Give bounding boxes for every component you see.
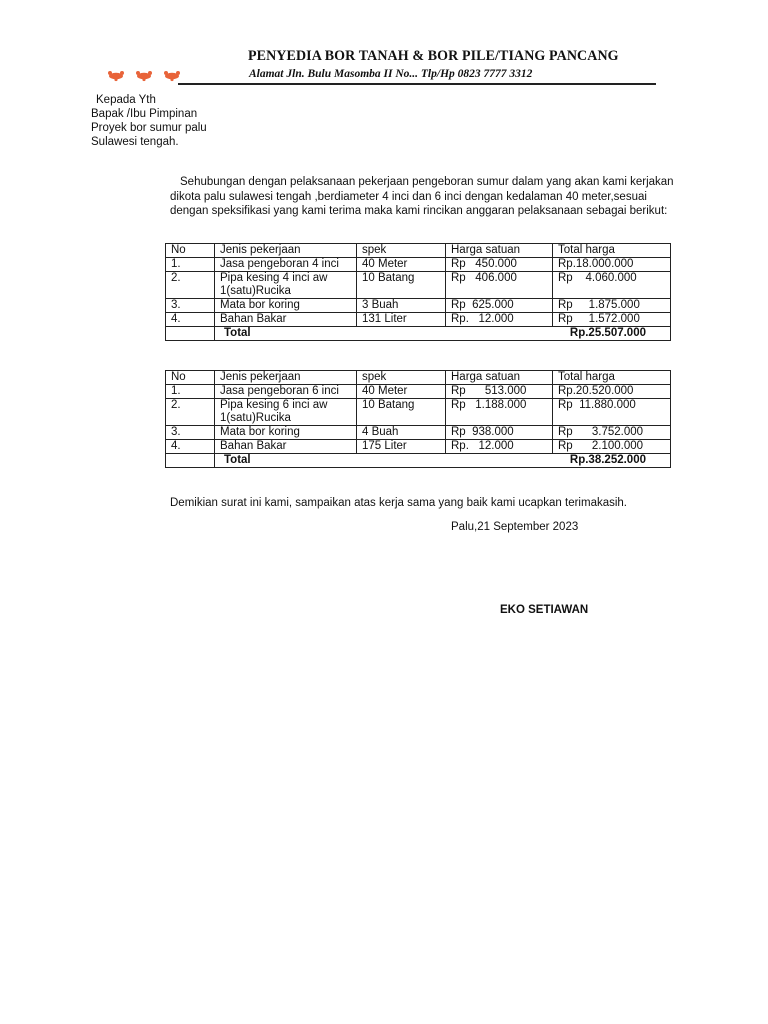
cell-no: 3. bbox=[166, 299, 215, 313]
cell-spec: 131 Liter bbox=[357, 313, 446, 327]
recipient-block bbox=[91, 93, 207, 149]
cell-empty bbox=[166, 454, 215, 468]
cell-total-price: Rp 11.880.000 bbox=[553, 399, 671, 426]
cell-no: 2. bbox=[166, 399, 215, 426]
cell-job: Pipa kesing 6 inci aw 1(satu)Rucika bbox=[215, 399, 357, 426]
header-spec: spek bbox=[357, 244, 446, 258]
recipient-line: Bapak /Ibu Pimpinan bbox=[91, 108, 198, 120]
header-spec: spek bbox=[357, 371, 446, 385]
total-spacer bbox=[357, 327, 446, 341]
cell-unit-price: Rp. 12.000 bbox=[446, 313, 553, 327]
cell-spec: 10 Batang bbox=[357, 399, 446, 426]
table-row bbox=[166, 440, 671, 454]
table-header-row bbox=[166, 244, 671, 258]
cell-no: 4. bbox=[166, 313, 215, 327]
header-job: Jenis pekerjaan bbox=[215, 371, 357, 385]
cell-no: 1. bbox=[166, 258, 215, 272]
cell-spec: 40 Meter bbox=[357, 258, 446, 272]
cell-total-price: Rp 1.875.000 bbox=[553, 299, 671, 313]
cell-job: Bahan Bakar bbox=[215, 440, 357, 454]
header-unit-price: Harga satuan bbox=[446, 244, 553, 258]
cell-no: 3. bbox=[166, 426, 215, 440]
letterhead-address: Alamat Jln. Bulu Masomba II No... Tlp/Hp 0823 7777 3312 bbox=[249, 68, 533, 80]
table-row bbox=[166, 272, 671, 299]
company-logo bbox=[106, 70, 186, 82]
cell-job: Mata bor koring bbox=[215, 426, 357, 440]
table-row bbox=[166, 385, 671, 399]
header-job: Jenis pekerjaan bbox=[215, 244, 357, 258]
recipient-line: Proyek bor sumur palu bbox=[91, 122, 207, 134]
cell-empty bbox=[166, 327, 215, 341]
letterhead-title: PENYEDIA BOR TANAH & BOR PILE/TIANG PANCANG bbox=[248, 48, 619, 65]
header-unit-price: Harga satuan bbox=[446, 371, 553, 385]
intro-paragraph bbox=[170, 175, 674, 219]
table-total-row bbox=[166, 327, 671, 341]
total-spacer bbox=[446, 327, 553, 341]
recipient-line: Sulawesi tengah. bbox=[91, 136, 179, 148]
total-value: Rp.25.507.000 bbox=[553, 327, 671, 341]
budget-table-6-inch bbox=[165, 370, 671, 468]
cell-spec: 40 Meter bbox=[357, 385, 446, 399]
cell-unit-price: Rp 406.000 bbox=[446, 272, 553, 299]
cell-spec: 4 Buah bbox=[357, 426, 446, 440]
table-row bbox=[166, 399, 671, 426]
cell-unit-price: Rp 1.188.000 bbox=[446, 399, 553, 426]
total-label: Total bbox=[215, 327, 357, 341]
total-value: Rp.38.252.000 bbox=[553, 454, 671, 468]
total-spacer bbox=[446, 454, 553, 468]
header-total-price: Total harga bbox=[553, 244, 671, 258]
header-total-price: Total harga bbox=[553, 371, 671, 385]
cell-job: Bahan Bakar bbox=[215, 313, 357, 327]
table-row bbox=[166, 313, 671, 327]
closing-text: Demikian surat ini kami, sampaikan atas kerja sama yang baik kami ucapkan terimakasih. bbox=[170, 497, 628, 509]
total-spacer bbox=[357, 454, 446, 468]
cell-unit-price: Rp 450.000 bbox=[446, 258, 553, 272]
cell-no: 1. bbox=[166, 385, 215, 399]
cell-unit-price: Rp 513.000 bbox=[446, 385, 553, 399]
header-no: No bbox=[166, 371, 215, 385]
cell-total-price: Rp.18.000.000 bbox=[553, 258, 671, 272]
cell-total-price: Rp.20.520.000 bbox=[553, 385, 671, 399]
cell-no: 4. bbox=[166, 440, 215, 454]
total-label: Total bbox=[215, 454, 357, 468]
table-header-row bbox=[166, 371, 671, 385]
cell-unit-price: Rp 938.000 bbox=[446, 426, 553, 440]
header-no: No bbox=[166, 244, 215, 258]
table-row bbox=[166, 299, 671, 313]
budget-table-4-inch bbox=[165, 243, 671, 341]
cell-job: Jasa pengeboran 4 inci bbox=[215, 258, 357, 272]
cell-total-price: Rp 1.572.000 bbox=[553, 313, 671, 327]
signer-name: EKO SETIAWAN bbox=[500, 604, 589, 616]
cell-spec: 175 Liter bbox=[357, 440, 446, 454]
table-row bbox=[166, 258, 671, 272]
cell-no: 2. bbox=[166, 272, 215, 299]
cell-total-price: Rp 4.060.000 bbox=[553, 272, 671, 299]
place-date: Palu,21 September 2023 bbox=[451, 521, 579, 533]
table-row bbox=[166, 426, 671, 440]
letterhead-divider bbox=[178, 83, 656, 85]
cell-job: Jasa pengeboran 6 inci bbox=[215, 385, 357, 399]
cell-total-price: Rp 2.100.000 bbox=[553, 440, 671, 454]
cell-spec: 3 Buah bbox=[357, 299, 446, 313]
cell-job: Mata bor koring bbox=[215, 299, 357, 313]
cell-job: Pipa kesing 4 inci aw 1(satu)Rucika bbox=[215, 272, 357, 299]
cell-spec: 10 Batang bbox=[357, 272, 446, 299]
table-total-row bbox=[166, 454, 671, 468]
recipient-line: Kepada Yth bbox=[96, 94, 156, 106]
cell-total-price: Rp 3.752.000 bbox=[553, 426, 671, 440]
cell-unit-price: Rp 625.000 bbox=[446, 299, 553, 313]
cell-unit-price: Rp. 12.000 bbox=[446, 440, 553, 454]
intro-text: Sehubungan dengan pelaksanaan pekerjaan pengeboran sumur dalam yang akan kami kerjakan dikota palu sulawesi tengah ,berdiameter 4 inci dan 6 inci dengan kedalaman 40 meter,sesuai dengan speksifikasi yang kami terima maka kami rincikan anggaran pelaksanaan sebagai berikut: bbox=[170, 176, 674, 217]
